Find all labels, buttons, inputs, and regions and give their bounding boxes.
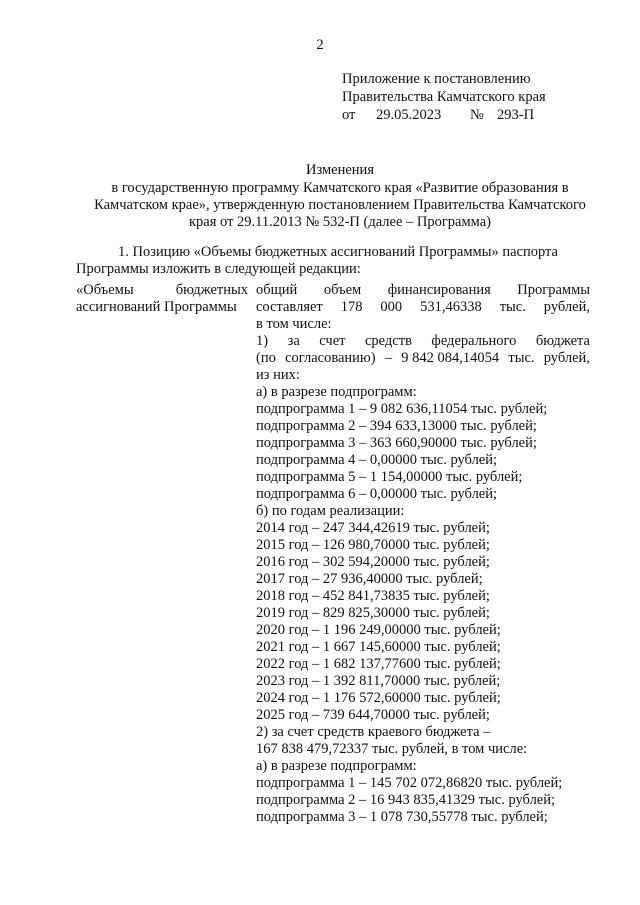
funding-line: подпрограмма 3 – 363 660,90000 тыс. рублей; xyxy=(256,435,537,451)
table-left-column xyxy=(76,282,248,316)
federal-word: согласованию) xyxy=(285,350,376,366)
funding-line: подпрограмма 6 – 0,00000 тыс. рублей; xyxy=(256,486,498,502)
federal-word: счет xyxy=(319,333,346,349)
federal-word: бюджета xyxy=(535,333,590,349)
funding-line: 2) за счет средств краевого бюджета – xyxy=(256,724,491,740)
funding-line: 2016 год – 302 594,20000 тыс. рублей; xyxy=(256,554,490,570)
funding-line: а) в разрезе подпрограмм: xyxy=(256,758,417,774)
intro-paragraph xyxy=(76,244,590,278)
appendix-line-1: Приложение к постановлению xyxy=(342,71,531,87)
appendix-line-2: Правительства Камчатского края xyxy=(342,89,546,105)
federal-word: 9 842 084,14054 xyxy=(401,350,500,366)
left-column-line-2: ассигнований Программы xyxy=(76,299,237,315)
left-word-1: «Объемы xyxy=(76,282,134,298)
total-word: 531,46338 xyxy=(420,299,482,315)
federal-word: – xyxy=(384,350,393,366)
total-word: Программы xyxy=(517,282,590,298)
funding-line: 2023 год – 1 392 811,70000 тыс. рублей; xyxy=(256,673,501,689)
title-line-2: Камчатском крае», утвержденную постановлением Правительства Камчатского xyxy=(94,197,586,213)
title-line-3: края от 29.11.2013 № 532-П (далее – Программа) xyxy=(188,214,491,230)
funding-line: б) по годам реализации: xyxy=(256,503,405,519)
federal-word: тыс. xyxy=(508,350,535,366)
federal-word: средств xyxy=(364,333,412,349)
appendix-number-sign: № xyxy=(470,107,484,123)
intro-line-2: Программы изложить в следующей редакции: xyxy=(76,261,361,277)
funding-line: подпрограмма 4 – 0,00000 тыс. рублей; xyxy=(256,452,498,468)
total-word: рублей, xyxy=(543,299,590,315)
appendix-from-label: от xyxy=(342,107,356,123)
funding-line: 2017 год – 27 936,40000 тыс. рублей; xyxy=(256,571,483,587)
title-line-1: в государственную программу Камчатского края «Развитие образования в xyxy=(111,180,569,196)
total-word: 178 xyxy=(340,299,363,315)
total-word: финансирования xyxy=(387,282,491,298)
funding-line: подпрограмма 3 – 1 078 730,55778 тыс. рублей; xyxy=(256,809,548,825)
federal-word: 1) xyxy=(256,333,269,349)
federal-word: рублей, xyxy=(543,350,590,366)
left-column-line-1 xyxy=(76,282,248,299)
total-word: 000 xyxy=(380,299,403,315)
funding-line: 2021 год – 1 667 145,60000 тыс. рублей; xyxy=(256,639,501,655)
federal-line-2 xyxy=(256,350,590,367)
left-word-2: бюджетных xyxy=(175,282,248,298)
federal-line-3: из них: xyxy=(256,367,300,383)
federal-word: (по xyxy=(256,350,276,366)
funding-line: 167 838 479,72337 тыс. рублей, в том числе: xyxy=(256,741,528,757)
funding-line: а) в разрезе подпрограмм: xyxy=(256,384,417,400)
total-line-2 xyxy=(256,299,590,316)
appendix-date: 29.05.2023 xyxy=(376,107,442,123)
page-number: 2 xyxy=(316,37,324,53)
funding-line: 2014 год – 247 344,42619 тыс. рублей; xyxy=(256,520,490,536)
funding-line: 2019 год – 829 825,30000 тыс. рублей; xyxy=(256,605,490,621)
document-title xyxy=(60,162,620,231)
title-heading: Изменения xyxy=(306,162,374,178)
table-right-column xyxy=(256,282,590,826)
federal-line-1 xyxy=(256,333,590,350)
funding-line: 2015 год – 126 980,70000 тыс. рублей; xyxy=(256,537,490,553)
total-line-1 xyxy=(256,282,590,299)
funding-line: подпрограмма 5 – 1 154,00000 тыс. рублей; xyxy=(256,469,523,485)
total-word: объем xyxy=(323,282,362,298)
funding-line: подпрограмма 2 – 394 633,13000 тыс. рублей; xyxy=(256,418,537,434)
appendix-block xyxy=(342,70,546,124)
federal-word: федерального xyxy=(431,333,517,349)
funding-line: подпрограмма 1 – 145 702 072,86820 тыс. рублей; xyxy=(256,775,563,791)
appendix-number: 293-П xyxy=(497,107,535,123)
funding-line: 2020 год – 1 196 249,00000 тыс. рублей; xyxy=(256,622,501,638)
funding-line: 2025 год – 739 644,70000 тыс. рублей; xyxy=(256,707,490,723)
intro-line-1: 1. Позицию «Объемы бюджетных ассигнований Программы» паспорта xyxy=(118,244,558,260)
total-word: тыс. xyxy=(499,299,526,315)
funding-line: подпрограмма 2 – 16 943 835,41329 тыс. рублей; xyxy=(256,792,556,808)
total-word: составляет xyxy=(256,299,323,315)
funding-line: 2024 год – 1 176 572,60000 тыс. рублей; xyxy=(256,690,501,706)
federal-word: за xyxy=(287,333,300,349)
total-word: общий xyxy=(256,282,298,298)
funding-line: 2018 год – 452 841,73835 тыс. рублей; xyxy=(256,588,490,604)
total-line-3: в том числе: xyxy=(256,316,332,332)
funding-line: подпрограмма 1 – 9 082 636,11054 тыс. рублей; xyxy=(256,401,548,417)
funding-line: 2022 год – 1 682 137,77600 тыс. рублей; xyxy=(256,656,501,672)
